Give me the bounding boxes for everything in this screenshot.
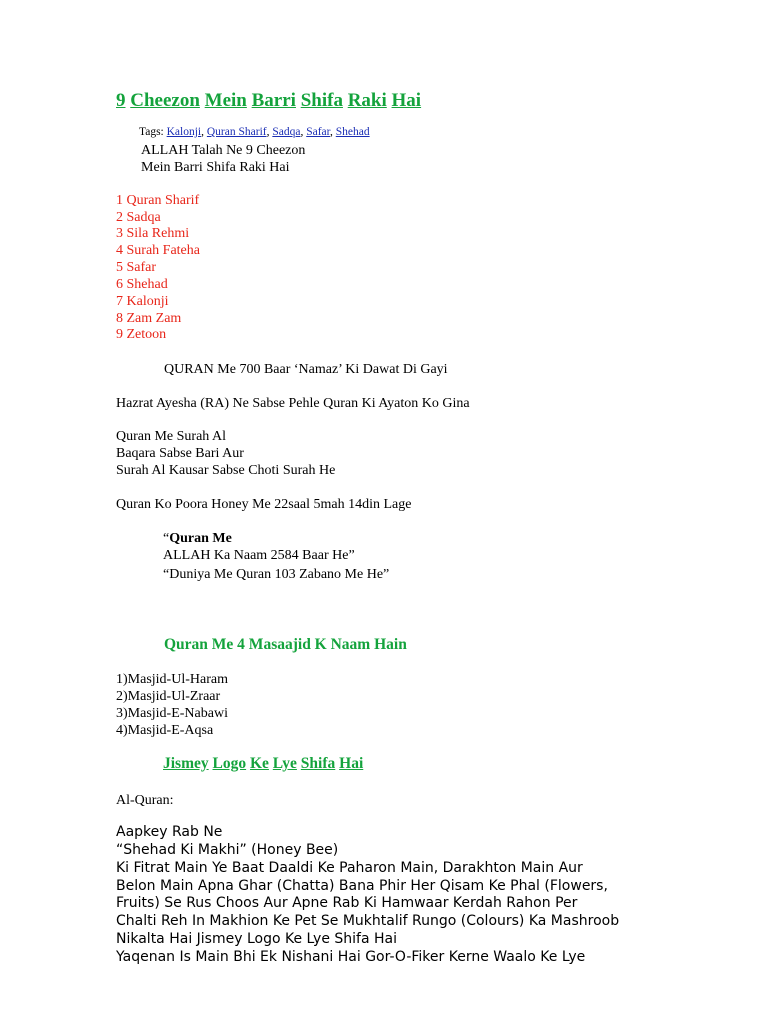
quote-line: “Duniya Me Quran 103 Zabano Me He” [163, 567, 390, 582]
paragraph-surah-line: Surah Al Kausar Sabse Choti Surah He [116, 463, 336, 478]
paragraph-honey: Quran Ko Poora Honey Me 22saal 5mah 14din Lage [116, 497, 412, 512]
quote-open-mark: “ [163, 531, 170, 546]
heading-word: Logo [212, 755, 247, 772]
title-word: Cheezon [130, 90, 200, 111]
intro-line: Mein Barri Shifa Raki Hai [141, 160, 290, 175]
list-item: 4 Surah Fateha [116, 243, 200, 258]
title-word: Hai [391, 90, 422, 111]
paragraph-namaz: QURAN Me 700 Baar ‘Namaz’ Ki Dawat Di Gayi [164, 362, 448, 377]
list-item: 6 Shehad [116, 277, 168, 292]
paragraph-line: Chalti Reh In Makhion Ke Pet Se Mukhtalif Rungo (Colours) Ka Mashroob [116, 913, 620, 929]
quote-line: ALLAH Ka Naam 2584 Baar He” [163, 548, 355, 563]
paragraph-line: Belon Main Apna Ghar (Chatta) Bana Phir Her Qisam Ke Phal (Flowers, [116, 878, 608, 894]
paragraph-line: Fruits) Se Rus Choos Aur Apne Rab Ki Hamwaar Kerdah Rahon Per [116, 895, 578, 911]
tags-label: Tags: [139, 126, 164, 138]
list-item: 3)Masjid-E-Nabawi [116, 706, 228, 721]
intro-line: ALLAH Talah Ne 9 Cheezon [141, 143, 306, 158]
paragraph-ayesha: Hazrat Ayesha (RA) Ne Sabse Pehle Quran Ki Ayaton Ko Gina [116, 396, 470, 411]
list-item: 5 Safar [116, 260, 157, 275]
title-word: Raki [347, 90, 387, 111]
page-title [116, 90, 421, 112]
quote-bold-text: Quran Me [169, 531, 232, 546]
heading-word: Shifa [300, 755, 336, 772]
list-item: 2 Sadqa [116, 210, 161, 225]
tag-link-shehad[interactable]: Shehad [335, 126, 370, 138]
paragraph-surah-line: Baqara Sabse Bari Aur [116, 446, 244, 461]
al-quran-label: Al-Quran: [116, 793, 174, 808]
heading-word: Hai [339, 755, 364, 772]
paragraph-line: Aapkey Rab Ne [116, 824, 223, 840]
list-item: 2)Masjid-Ul-Zraar [116, 689, 221, 704]
paragraph-surah-line: Quran Me Surah Al [116, 429, 227, 444]
list-item: 8 Zam Zam [116, 311, 182, 326]
list-item: 7 Kalonji [116, 294, 169, 309]
tags-line: Tags: Kalonji, Quran Sharif, Sadqa, Safar, Shehad [139, 126, 370, 138]
paragraph-line: Yaqenan Is Main Bhi Ek Nishani Hai Gor-O-Fiker Kerne Waalo Ke Lye [116, 949, 586, 965]
tag-link-safar[interactable]: Safar [306, 126, 331, 138]
title-word: Shifa [300, 90, 343, 111]
tag-link-kalonji[interactable]: Kalonji [166, 126, 202, 138]
heading-word: Jismey [163, 755, 209, 772]
list-item: 1)Masjid-Ul-Haram [116, 672, 228, 687]
title-word: Barri [251, 90, 296, 111]
title-word: Mein [204, 90, 247, 111]
paragraph-line: Ki Fitrat Main Ye Baat Daaldi Ke Paharon Main, Darakhton Main Aur [116, 860, 583, 876]
tag-link-sadqa[interactable]: Sadqa [272, 126, 301, 138]
list-item: 4)Masjid-E-Aqsa [116, 723, 214, 738]
heading-word: Lye [272, 755, 297, 772]
paragraph-line: Nikalta Hai Jismey Logo Ke Lye Shifa Hai [116, 931, 397, 947]
tag-link-quran-sharif[interactable]: Quran Sharif [206, 126, 267, 138]
list-item: 9 Zetoon [116, 327, 167, 342]
paragraph-line: “Shehad Ki Makhi” (Honey Bee) [116, 842, 339, 858]
quote-heading [163, 530, 232, 547]
heading-word: Ke [249, 755, 269, 772]
list-item: 1 Quran Sharif [116, 193, 200, 208]
masaajid-heading: Quran Me 4 Masaajid K Naam Hain [164, 636, 407, 653]
list-item: 3 Sila Rehmi [116, 226, 190, 241]
title-word: 9 [116, 90, 126, 111]
jismey-heading [163, 755, 363, 773]
